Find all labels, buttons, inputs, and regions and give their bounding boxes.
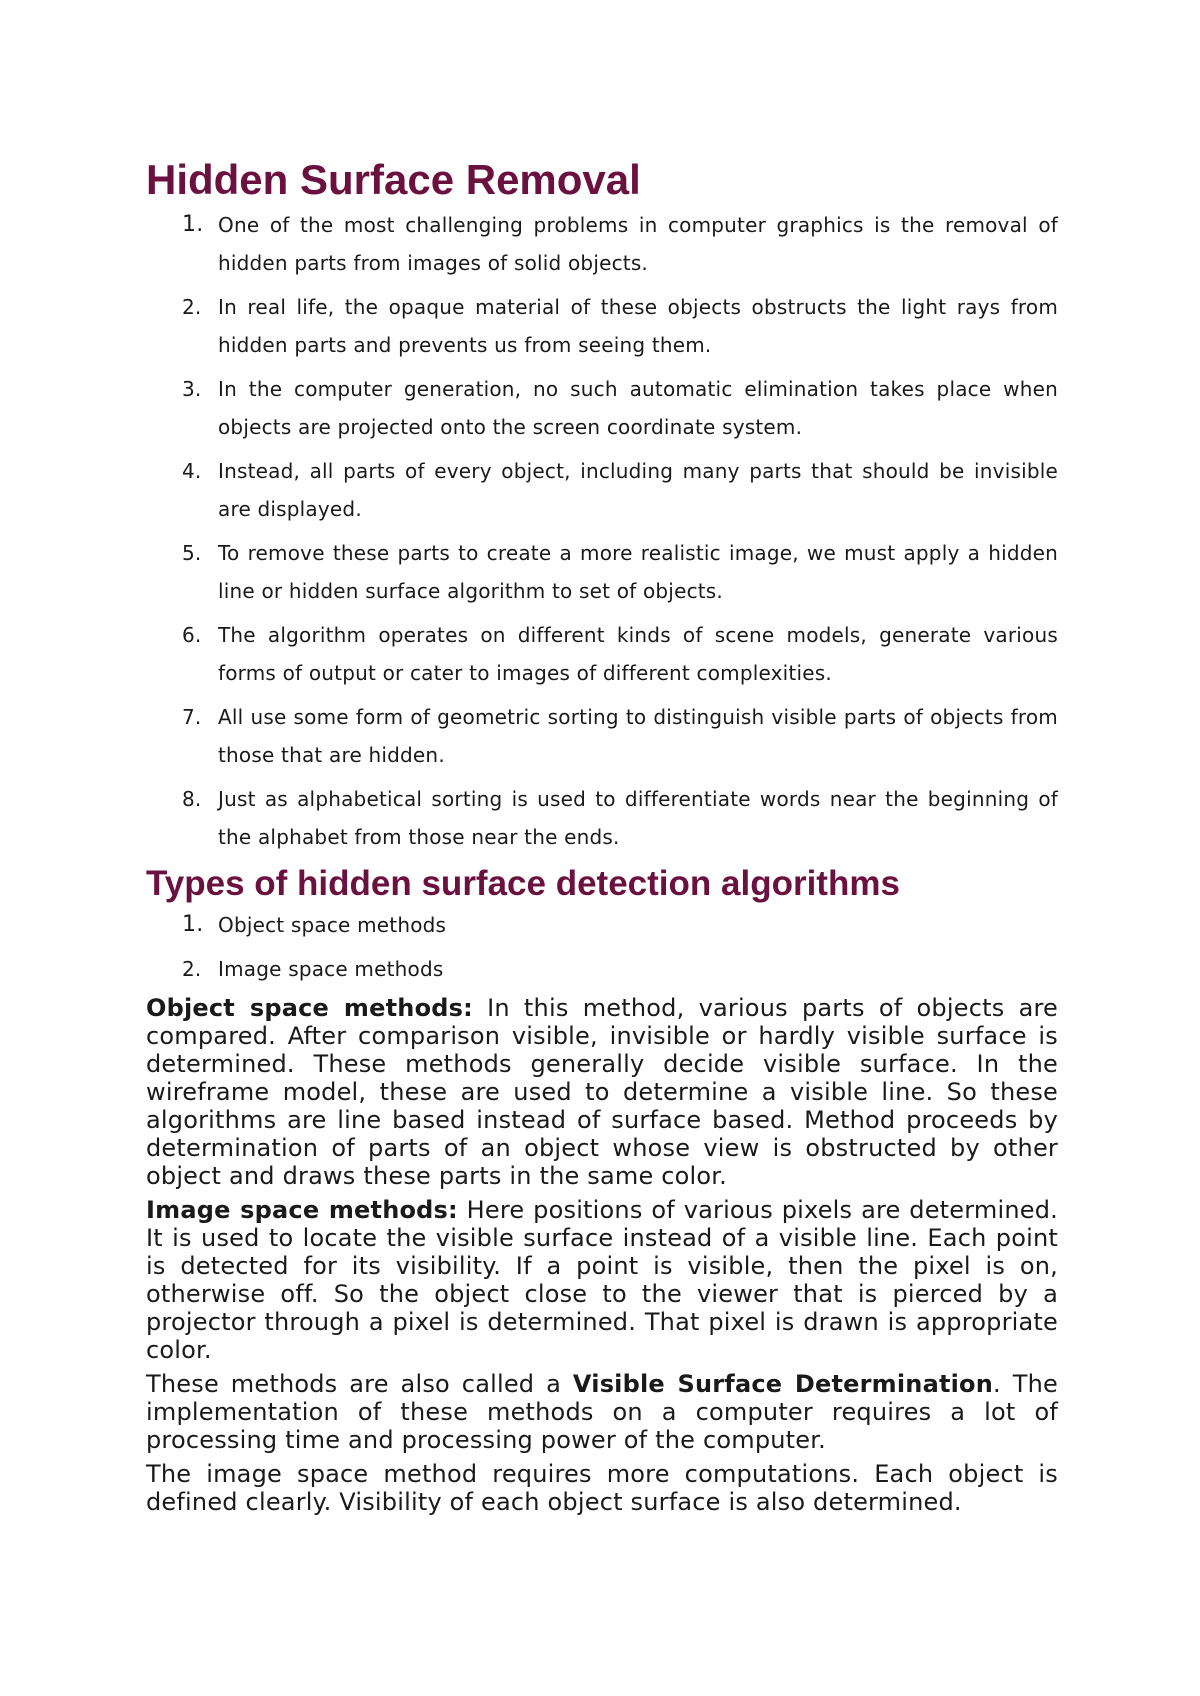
image-space-text: Here positions of various pixels are determined. It is used to locate the visible surface instead of a visible line. Each point is detected for its visibility. If a point is visible, then the pixel is on, otherwise off. So the object close to the viewer that is pierced by a projector through a pixel is determined. That pixel is drawn is appropriate color.	[146, 1196, 1058, 1364]
section-heading-types: Types of hidden surface detection algorithms	[146, 864, 900, 903]
list-item	[146, 950, 1058, 988]
list-item-text: Just as alphabetical sorting is used to differentiate words near the beginning of the alphabet from those near the ends.	[218, 787, 1058, 849]
object-space-label: Object space methods:	[146, 994, 473, 1022]
list-number: 5.	[182, 541, 202, 565]
list-number: 1.	[182, 212, 204, 237]
list-item-text: The algorithm operates on different kinds of scene models, generate various forms of output or cater to images of different complexities.	[218, 623, 1058, 685]
list-number: 2.	[182, 295, 202, 319]
intro-list	[146, 206, 1058, 856]
vsd-term: Visible Surface Determination	[572, 1370, 994, 1398]
list-item	[146, 452, 1058, 528]
image-space-paragraph	[146, 1196, 1058, 1364]
list-item	[146, 370, 1058, 446]
document-content	[146, 154, 1058, 1522]
list-item-text: Image space methods	[218, 957, 444, 981]
list-item-text: To remove these parts to create a more realistic image, we must apply a hidden line or hidden surface algorithm to set of objects.	[218, 541, 1058, 603]
list-number: 1.	[182, 912, 204, 937]
list-number: 7.	[182, 705, 202, 729]
vsd-paragraph	[146, 1370, 1058, 1454]
list-item-text: Object space methods	[218, 913, 447, 937]
list-number: 2.	[182, 957, 202, 981]
list-item-text: One of the most challenging problems in computer graphics is the removal of hidden parts from images of solid objects.	[218, 213, 1058, 275]
vsd-text-after: . The implementation of these methods on a computer requires a lot of processing time and processing power of the computer.	[146, 1370, 1058, 1454]
list-item	[146, 288, 1058, 364]
image-space-label: Image space methods:	[146, 1196, 458, 1224]
list-number: 8.	[182, 787, 202, 811]
final-paragraph: The image space method requires more computations. Each object is defined clearly. Visibility of each object surface is also determined.	[146, 1460, 1058, 1516]
list-item-text: All use some form of geometric sorting to distinguish visible parts of objects from those that are hidden.	[218, 705, 1058, 767]
list-item	[146, 534, 1058, 610]
list-item-text: In the computer generation, no such automatic elimination takes place when objects are projected onto the screen coordinate system.	[218, 377, 1058, 439]
list-item-text: Instead, all parts of every object, including many parts that should be invisible are displayed.	[218, 459, 1058, 521]
types-list	[146, 906, 1058, 988]
list-number: 3.	[182, 377, 202, 401]
list-item	[146, 780, 1058, 856]
list-number: 6.	[182, 623, 202, 647]
vsd-text-before: These methods are also called a	[146, 1370, 573, 1398]
page-title: Hidden Surface Removal	[146, 156, 641, 203]
object-space-paragraph	[146, 994, 1058, 1190]
list-item	[146, 698, 1058, 774]
list-item	[146, 906, 1058, 944]
list-number: 4.	[182, 459, 202, 483]
list-item	[146, 616, 1058, 692]
object-space-text: In this method, various parts of objects are compared. After comparison visible, invisible or hardly visible surface is determined. These methods generally decide visible surface. In the wireframe model, these are used to determine a visible line. So these algorithms are line based instead of surface based. Method proceeds by determination of parts of an object whose view is obstructed by other object and draws these parts in the same color.	[146, 994, 1058, 1190]
list-item-text: In real life, the opaque material of these objects obstructs the light rays from hidden parts and prevents us from seeing them.	[218, 295, 1058, 357]
list-item	[146, 206, 1058, 282]
